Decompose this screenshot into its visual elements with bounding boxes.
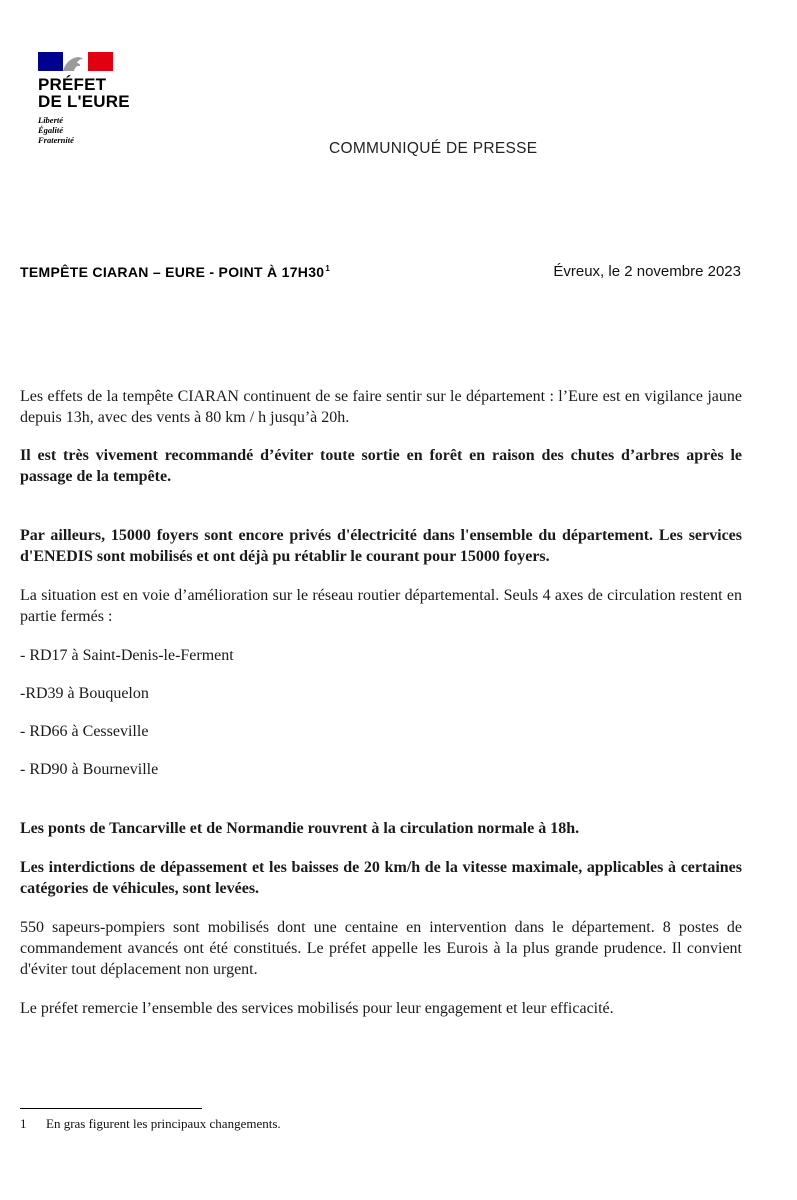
paragraph-speed-limits: Les interdictions de dépassement et les baisses de 20 km/h de la vitesse maximale, applicables à certaines catégories de véhicules, sont levées. xyxy=(20,859,742,897)
footnote xyxy=(20,1116,281,1132)
paragraph-firefighters: 550 sapeurs-pompiers sont mobilisés dont une centaine en intervention dans le département. 8 postes de commandement avancés ont été constitués. Le préfet appelle les Eurois à la plus grande prudence. Il convient d'éviter tout déplacement non urgent. xyxy=(20,919,742,978)
footnote-ref: 1 xyxy=(325,264,331,273)
paragraph-thanks: Le préfet remercie l’ensemble des services mobilisés pour leur engagement et leur efficacité. xyxy=(20,1000,614,1017)
footnote-text: En gras figurent les principaux changements. xyxy=(46,1116,281,1131)
devise-liberte: Liberté xyxy=(38,115,64,125)
road-item: - RD90 à Bourneville xyxy=(20,761,159,778)
road-item: - RD66 à Cesseville xyxy=(20,723,149,740)
title-text: TEMPÊTE CIARAN – EURE - POINT À 17H30 xyxy=(20,264,325,280)
release-date: Évreux, le 2 novembre 2023 xyxy=(553,263,741,280)
footnote-divider xyxy=(20,1108,202,1109)
prefecture-logo xyxy=(38,52,178,145)
paragraph-vigilance: Les effets de la tempête CIARAN continuent de se faire sentir sur le département : l’Eure est en vigilance jaune depuis 13h, avec des vents à 80 km / h jusqu’à 20h. xyxy=(20,388,742,426)
road-item: -RD39 à Bouquelon xyxy=(20,685,149,702)
footnote-number: 1 xyxy=(20,1116,27,1131)
devise-fraternite: Fraternité xyxy=(38,135,74,145)
logo-line-eure: DE L'EURE xyxy=(38,92,130,111)
paragraph-bridges: Les ponts de Tancarville et de Normandie rouvrent à la circulation normale à 18h. xyxy=(20,820,580,837)
document-type: COMMUNIQUÉ DE PRESSE xyxy=(329,140,538,157)
press-release-title xyxy=(20,264,330,280)
logo-line-prefet: PRÉFET xyxy=(38,75,107,94)
marianne-flag-icon xyxy=(38,52,113,71)
devise xyxy=(38,115,178,145)
road-item: - RD17 à Saint-Denis-le-Ferment xyxy=(20,647,234,664)
paragraph-electricity: Par ailleurs, 15000 foyers sont encore privés d'électricité dans l'ensemble du département. Les services d'ENEDIS sont mobilisés et ont déjà pu rétablir le courant pour 15000 foyers. xyxy=(20,527,742,565)
paragraph-roads: La situation est en voie d’amélioration sur le réseau routier départemental. Seuls 4 axes de circulation restent en partie fermés : xyxy=(20,587,742,625)
press-release-body xyxy=(20,386,742,1019)
devise-egalite: Égalité xyxy=(38,125,64,135)
paragraph-forest-warning: Il est très vivement recommandé d’éviter toute sortie en forêt en raison des chutes d’arbres après le passage de la tempête. xyxy=(20,447,742,485)
